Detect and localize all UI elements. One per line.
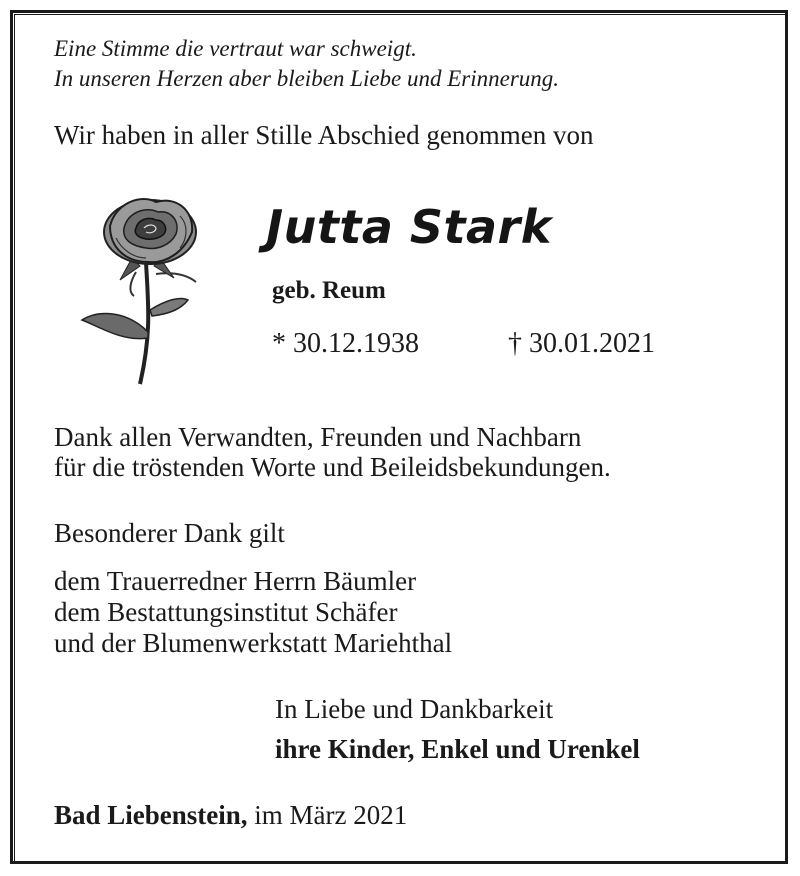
date: im März 2021 bbox=[247, 800, 408, 830]
death-date: † 30.01.2021 bbox=[508, 328, 655, 359]
deceased-name: Jutta Stark bbox=[266, 200, 552, 254]
closing-line-1: In Liebe und Dankbarkeit bbox=[275, 694, 554, 724]
special-thanks-item: und der Blumenwerkstatt Mariehthal bbox=[54, 628, 453, 658]
poem-line-2: In unseren Herzen aber bleiben Liebe und Erinnerung. bbox=[54, 66, 560, 91]
intro-text: Wir haben in aller Stille Abschied genommen von bbox=[54, 120, 594, 150]
special-thanks-item: dem Bestattungsinstitut Schäfer bbox=[54, 597, 398, 627]
closing-line-2: ihre Kinder, Enkel und Urenkel bbox=[275, 734, 640, 764]
special-thanks-heading: Besonderer Dank gilt bbox=[54, 518, 285, 548]
place-date bbox=[54, 800, 407, 830]
thanks-line-1: Dank allen Verwandten, Freunden und Nachbarn bbox=[54, 422, 582, 452]
birth-date: * 30.12.1938 bbox=[272, 328, 419, 359]
place: Bad Liebenstein, bbox=[54, 800, 248, 830]
poem-line-1: Eine Stimme die vertraut war schweigt. bbox=[54, 36, 417, 61]
special-thanks-item: dem Trauerredner Herrn Bäumler bbox=[54, 566, 417, 596]
rose-icon bbox=[76, 192, 202, 386]
born-name: geb. Reum bbox=[272, 277, 386, 304]
thanks-line-2: für die tröstenden Worte und Beileidsbekundungen. bbox=[54, 452, 611, 482]
